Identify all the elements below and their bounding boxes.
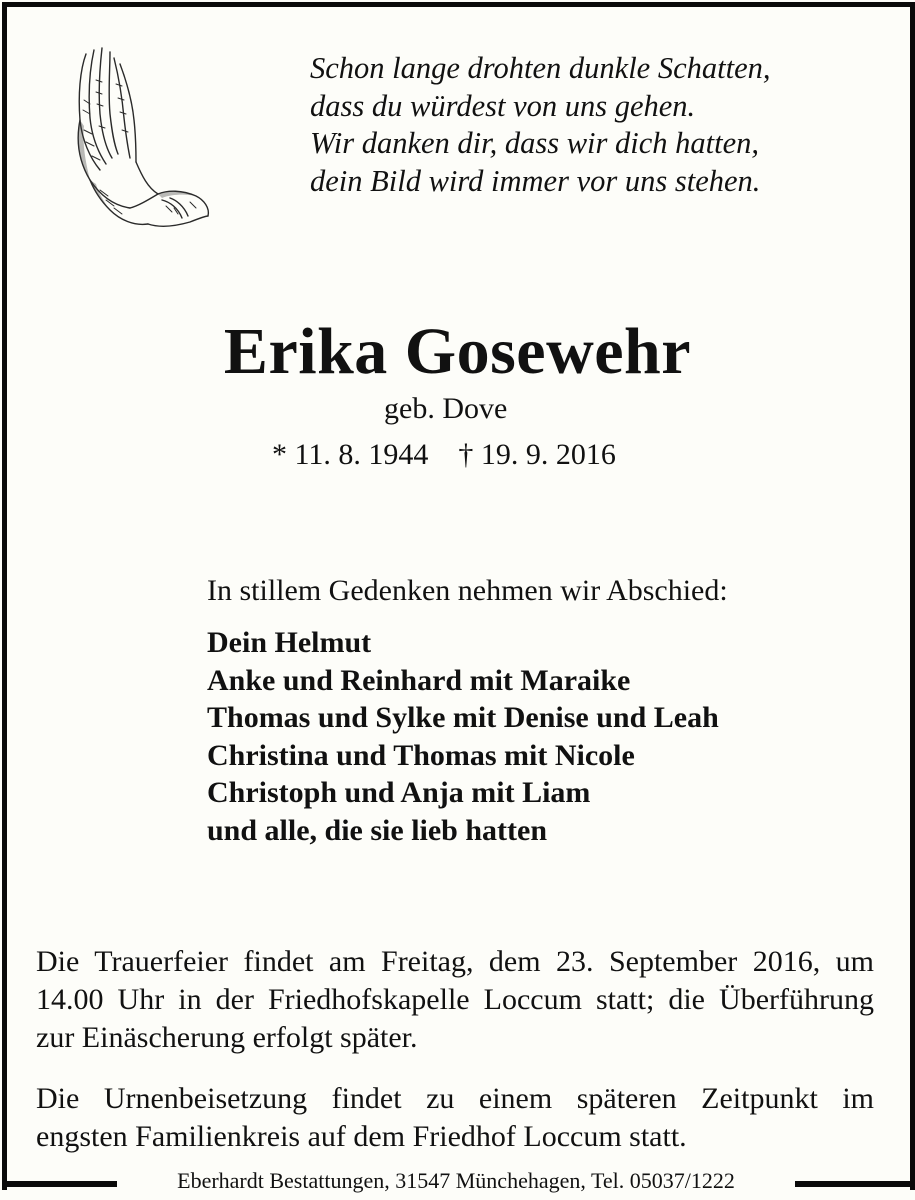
mourner-line: Christina und Thomas mit Nicole bbox=[207, 738, 635, 772]
paragraph-line: 14.00 Uhr in der Friedhofskapelle Loccum statt; die Überführung bbox=[36, 983, 874, 1016]
mourner-line: und alle, die sie lieb hatten bbox=[207, 813, 548, 847]
paragraph-line: Die Trauerfeier findet am Freitag, dem 23. September 2016, um bbox=[36, 945, 874, 978]
farewell-intro: In stillem Gedenken nehmen wir Abschied: bbox=[207, 574, 728, 607]
deceased-name: Erika Gosewehr bbox=[223, 315, 692, 388]
poem-line: Schon lange drohten dunkle Schatten, bbox=[310, 51, 771, 85]
funeral-service-paragraph bbox=[36, 943, 874, 1057]
birth-name: geb. Dove bbox=[384, 392, 508, 425]
mourner-line: Christoph und Anja mit Liam bbox=[207, 776, 591, 809]
mourner-line: Dein Helmut bbox=[207, 626, 372, 659]
birth-date: * 11. 8. 1944 bbox=[272, 438, 429, 471]
paragraph-line: Die Urnenbeisetzung findet zu einem späteren Zeitpunkt im bbox=[36, 1082, 874, 1115]
mourners-list bbox=[207, 624, 719, 849]
praying-hands-icon bbox=[50, 40, 220, 235]
urn-burial-paragraph bbox=[36, 1080, 874, 1156]
mourner-line: Anke und Reinhard mit Maraike bbox=[207, 663, 631, 697]
funeral-home-footer: Eberhardt Bestattungen, 31547 Münchehagen, Tel. 05037/1222 bbox=[117, 1166, 795, 1196]
mourner-line: Thomas und Sylke mit Denise und Leah bbox=[207, 701, 719, 734]
paragraph-line: engsten Familienkreis auf dem Friedhof Loccum statt. bbox=[36, 1120, 687, 1153]
bottom-rule-right bbox=[795, 1181, 911, 1187]
poem-line: Wir danken dir, dass wir dich hatten, bbox=[310, 126, 760, 160]
bottom-rule-left bbox=[2, 1181, 117, 1187]
paragraph-line: zur Einäscherung erfolgt später. bbox=[36, 1021, 418, 1054]
poem-line: dein Bild wird immer vor uns stehen. bbox=[310, 163, 761, 198]
death-date: † 19. 9. 2016 bbox=[458, 438, 616, 471]
poem-line: dass du würdest von uns gehen. bbox=[310, 88, 696, 123]
poem-verse bbox=[310, 50, 870, 200]
life-dates bbox=[272, 437, 616, 473]
